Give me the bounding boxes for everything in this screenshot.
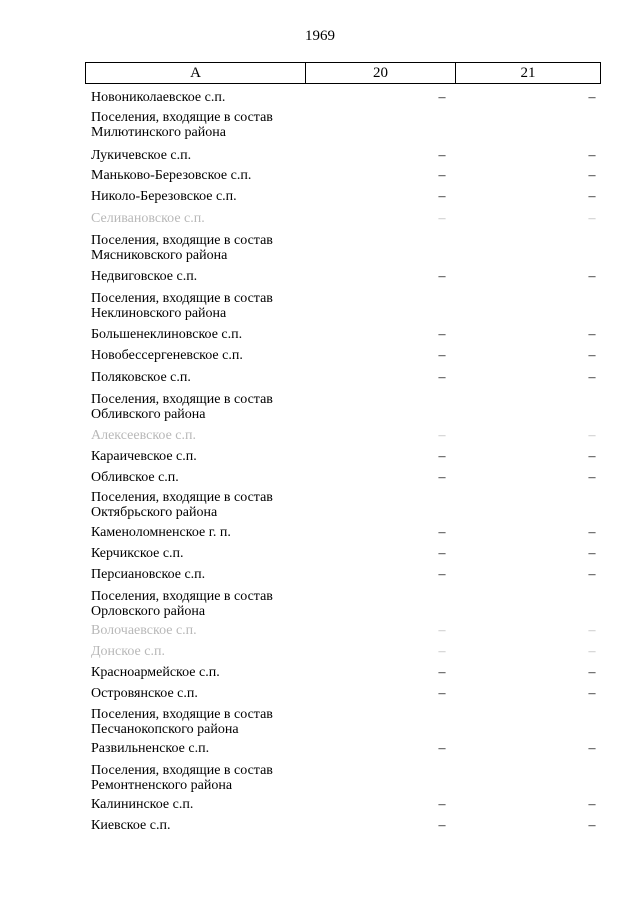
value-col-21: – xyxy=(588,269,596,284)
value-col-20: – xyxy=(438,644,446,659)
header-col-20: 20 xyxy=(306,63,456,83)
value-col-20: – xyxy=(438,623,446,638)
value-col-20: – xyxy=(438,567,446,582)
settlement-name: Красноармейское с.п. xyxy=(91,665,220,680)
settlement-name: Киевское с.п. xyxy=(91,818,171,833)
settlement-name: Поселения, входящие в состав Орловского района xyxy=(91,589,273,619)
settlement-name: Обливское с.п. xyxy=(91,470,179,485)
value-col-21: – xyxy=(588,90,596,105)
settlement-name: Керчикское с.п. xyxy=(91,546,184,561)
value-col-21: – xyxy=(588,623,596,638)
value-col-21: – xyxy=(588,567,596,582)
header-col-a: А xyxy=(86,63,306,83)
settlement-name: Поселения, входящие в состав Ремонтненского района xyxy=(91,763,273,793)
settlement-name: Калининское с.п. xyxy=(91,797,194,812)
settlement-name: Развильненское с.п. xyxy=(91,741,210,756)
value-col-20: – xyxy=(438,449,446,464)
settlement-name: Поселения, входящие в состав Мясниковского района xyxy=(91,233,273,263)
settlement-name: Поселения, входящие в состав Милютинского района xyxy=(91,110,273,140)
value-col-20: – xyxy=(438,686,446,701)
value-col-20: – xyxy=(438,818,446,833)
settlement-name: Каменоломненское г. п. xyxy=(91,525,231,540)
value-col-21: – xyxy=(588,211,596,226)
settlement-name: Новобессергеневское с.п. xyxy=(91,348,243,363)
value-col-20: – xyxy=(438,168,446,183)
settlement-name: Николо-Березовское с.п. xyxy=(91,189,237,204)
settlement-name: Маньково-Березовское с.п. xyxy=(91,168,252,183)
settlement-name: Большенеклиновское с.п. xyxy=(91,327,243,342)
settlement-name: Поселения, входящие в состав Неклиновского района xyxy=(91,291,273,321)
value-col-20: – xyxy=(438,428,446,443)
value-col-20: – xyxy=(438,546,446,561)
settlement-name: Новониколаевское с.п. xyxy=(91,90,226,105)
value-col-21: – xyxy=(588,370,596,385)
settlement-name: Донское с.п. xyxy=(91,644,165,659)
value-col-21: – xyxy=(588,449,596,464)
settlement-name: Селивановское с.п. xyxy=(91,211,205,226)
value-col-21: – xyxy=(588,644,596,659)
value-col-20: – xyxy=(438,741,446,756)
value-col-20: – xyxy=(438,327,446,342)
value-col-21: – xyxy=(588,686,596,701)
value-col-21: – xyxy=(588,189,596,204)
settlement-name: Персиановское с.п. xyxy=(91,567,206,582)
value-col-21: – xyxy=(588,327,596,342)
value-col-21: – xyxy=(588,470,596,485)
value-col-20: – xyxy=(438,269,446,284)
settlement-name: Недвиговское с.п. xyxy=(91,269,198,284)
value-col-21: – xyxy=(588,797,596,812)
value-col-21: – xyxy=(588,818,596,833)
value-col-20: – xyxy=(438,90,446,105)
settlement-name: Островянское с.п. xyxy=(91,686,198,701)
value-col-21: – xyxy=(588,168,596,183)
settlement-name: Алексеевское с.п. xyxy=(91,428,196,443)
settlement-name: Поселения, входящие в состав Октябрьского района xyxy=(91,490,273,520)
value-col-20: – xyxy=(438,211,446,226)
page-number: 1969 xyxy=(305,28,335,44)
settlement-name: Волочаевское с.п. xyxy=(91,623,197,638)
settlement-name: Поляковское с.п. xyxy=(91,370,191,385)
settlement-name: Лукичевское с.п. xyxy=(91,148,192,163)
value-col-21: – xyxy=(588,348,596,363)
value-col-21: – xyxy=(588,428,596,443)
value-col-20: – xyxy=(438,189,446,204)
value-col-20: – xyxy=(438,348,446,363)
value-col-21: – xyxy=(588,148,596,163)
settlement-name: Караичевское с.п. xyxy=(91,449,197,464)
header-col-21: 21 xyxy=(520,64,536,81)
value-col-21: – xyxy=(588,741,596,756)
value-col-20: – xyxy=(438,665,446,680)
value-col-20: – xyxy=(438,797,446,812)
value-col-21: – xyxy=(588,546,596,561)
settlement-name: Поселения, входящие в состав Песчанокопского района xyxy=(91,707,273,737)
value-col-21: – xyxy=(588,665,596,680)
value-col-20: – xyxy=(438,370,446,385)
value-col-21: – xyxy=(588,525,596,540)
value-col-20: – xyxy=(438,525,446,540)
value-col-20: – xyxy=(438,148,446,163)
settlement-name: Поселения, входящие в состав Обливского района xyxy=(91,392,273,422)
value-col-20: – xyxy=(438,470,446,485)
